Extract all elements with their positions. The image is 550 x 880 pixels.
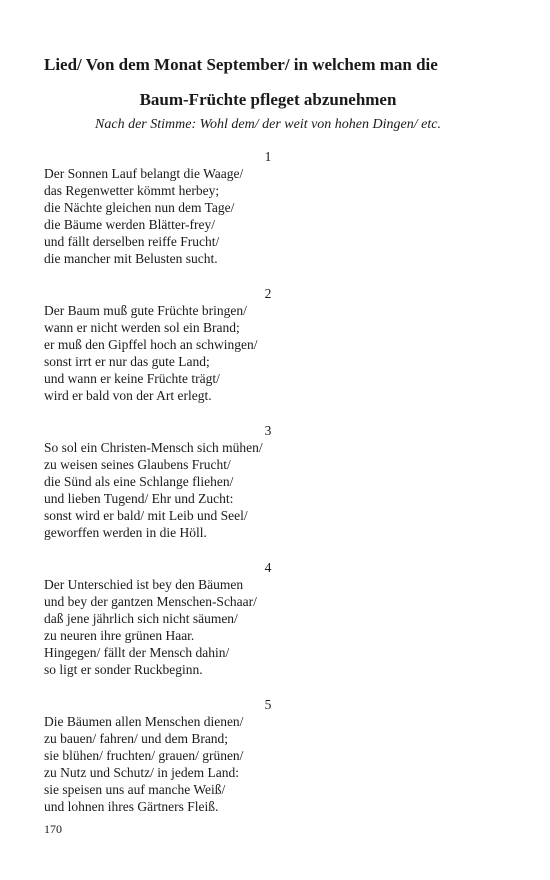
verse-line: wird er bald von der Art erlegt. <box>44 388 212 403</box>
verse-line: so ligt er sonder Ruckbeginn. <box>44 662 203 677</box>
verse-line: zu bauen/ fahren/ und dem Brand; <box>44 731 229 746</box>
verse-line: das Regenwetter kömmt herbey; <box>44 183 220 198</box>
verse-line: geworffen werden in die Höll. <box>44 525 207 540</box>
poem-title-line-2: Baum-Früchte pfleget abzunehmen <box>139 90 397 109</box>
verse-line: sonst wird er bald/ mit Leib und Seel/ <box>44 508 248 523</box>
page-number: 170 <box>44 822 62 836</box>
verse-line: die Nächte gleichen nun dem Tage/ <box>44 200 235 215</box>
verse-line: zu neuren ihre grünen Haar. <box>44 628 195 643</box>
verse-line: die Sünd als eine Schlange fliehen/ <box>44 474 234 489</box>
verse-line: Der Unterschied ist bey den Bäumen <box>44 577 244 592</box>
verse-line: wann er nicht werden sol ein Brand; <box>44 320 240 335</box>
stanza-5 <box>44 696 510 815</box>
verse-line: und lieben Tugend/ Ehr und Zucht: <box>44 491 234 506</box>
verse-line: und wann er keine Früchte trägt/ <box>44 371 220 386</box>
verse-line: zu weisen seines Glaubens Frucht/ <box>44 457 231 472</box>
verse-line: Der Baum muß gute Früchte bringen/ <box>44 303 247 318</box>
verse-line: und bey der gantzen Menschen-Schaar/ <box>44 594 257 609</box>
verse-line: er muß den Gipffel hoch an schwingen/ <box>44 337 258 352</box>
verse-line: und lohnen ihres Gärtners Fleiß. <box>44 799 219 814</box>
verse-line: sonst irrt er nur das gute Land; <box>44 354 210 369</box>
stanza-number: 5 <box>264 697 272 712</box>
page-content <box>44 54 510 833</box>
stanza-number: 4 <box>264 560 272 575</box>
verse-line: Die Bäumen allen Menschen dienen/ <box>44 714 244 729</box>
poem-title-line-1: Lied/ Von dem Monat September/ in welchem man die <box>44 55 438 74</box>
verse-line: So sol ein Christen-Mensch sich mühen/ <box>44 440 263 455</box>
verse-line: Der Sonnen Lauf belangt die Waage/ <box>44 166 244 181</box>
verse-line: und fällt derselben reiffe Frucht/ <box>44 234 220 249</box>
stanza-number: 1 <box>264 149 272 164</box>
stanza-number: 2 <box>264 286 272 301</box>
verse-line: Hingegen/ fällt der Mensch dahin/ <box>44 645 230 660</box>
verse-line: daß jene jährlich sich nicht säumen/ <box>44 611 238 626</box>
stanza-number: 3 <box>264 423 272 438</box>
melody-note: Nach der Stimme: Wohl dem/ der weit von hohen Dingen/ etc. <box>95 117 441 132</box>
verse-line: sie blühen/ fruchten/ grauen/ grünen/ <box>44 748 244 763</box>
verse-line: die Bäume werden Blätter-frey/ <box>44 217 216 232</box>
verse-line: die mancher mit Belusten sucht. <box>44 251 218 266</box>
verse-line: zu Nutz und Schutz/ in jedem Land: <box>44 765 239 780</box>
stanza-3 <box>44 422 510 541</box>
stanza-2 <box>44 285 510 404</box>
stanza-4 <box>44 559 510 678</box>
stanza-list <box>44 148 510 815</box>
stanza-1 <box>44 148 510 267</box>
verse-line: sie speisen uns auf manche Weiß/ <box>44 782 226 797</box>
